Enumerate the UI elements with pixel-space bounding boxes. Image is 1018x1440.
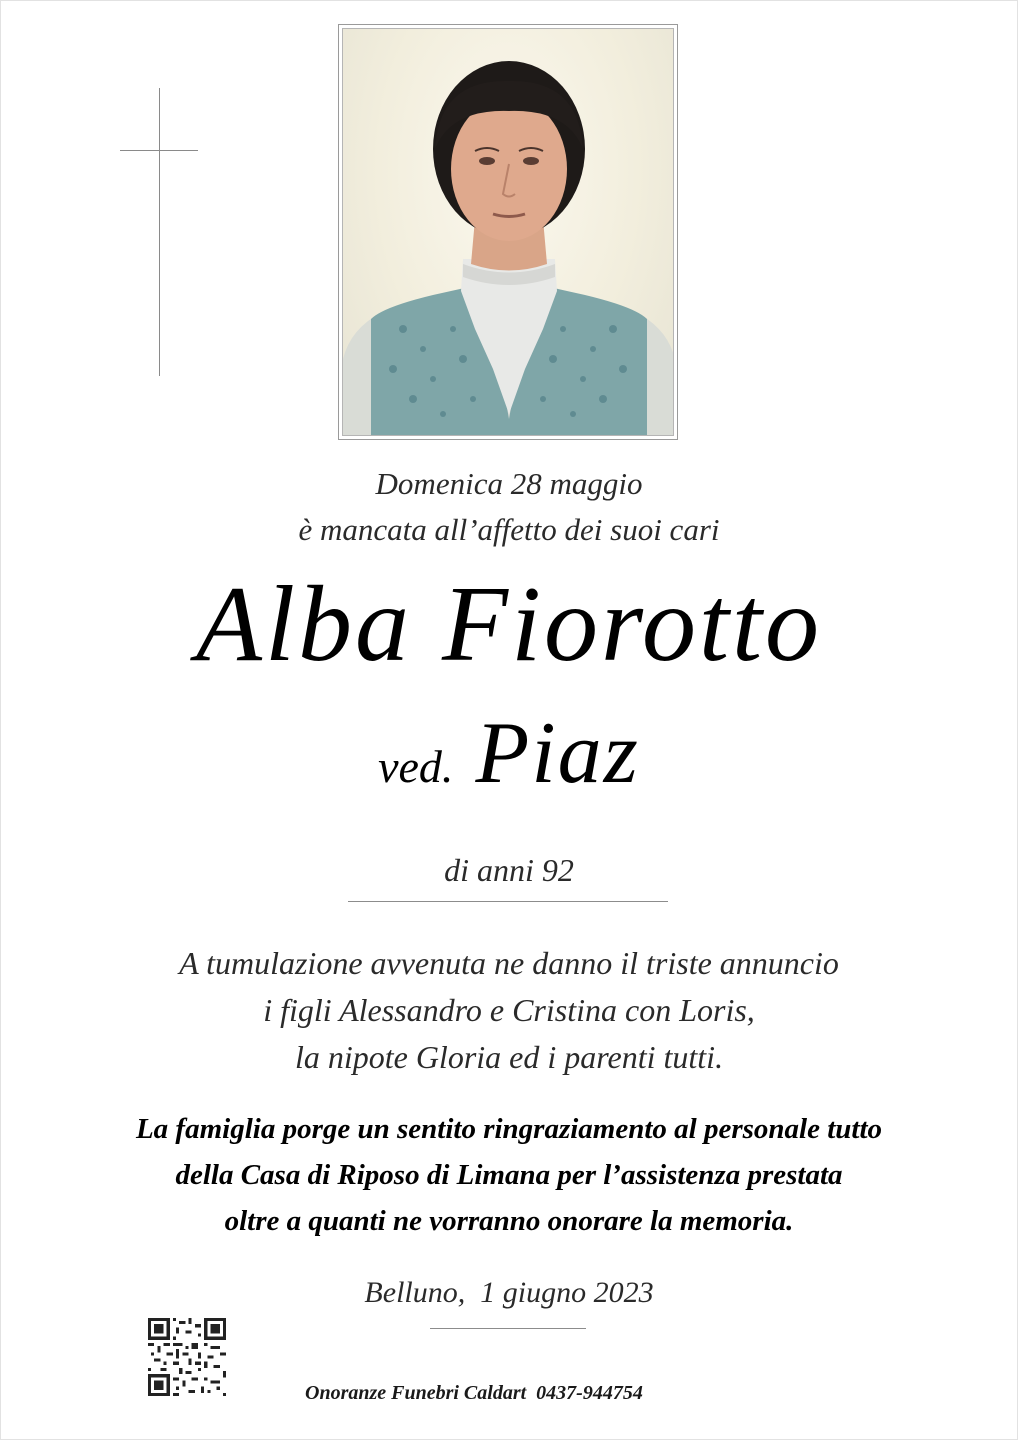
cross-icon <box>120 88 200 378</box>
portrait-photo-frame <box>338 24 678 440</box>
announcement-block <box>0 940 1018 1081</box>
married-name-line <box>0 706 1018 803</box>
portrait-photo <box>342 28 674 436</box>
married-surname: Piaz <box>475 705 640 802</box>
announcement-line: la nipote Gloria ed i parenti tutti. <box>294 1039 724 1075</box>
widow-prefix: ved. <box>378 741 454 792</box>
announcement-line: i figli Alessandro e Cristina con Loris, <box>263 992 755 1028</box>
deceased-name: Alba Fiorotto <box>196 565 822 684</box>
death-date-line: Domenica 28 maggio <box>375 466 643 501</box>
thanks-line: oltre a quanti ne vorranno onorare la memoria. <box>224 1205 794 1237</box>
thanks-block <box>0 1106 1018 1244</box>
funeral-home-footer: Onoranze Funebri Caldart 0437-944754 <box>305 1382 643 1404</box>
divider-date <box>430 1328 586 1329</box>
thanks-line: La famiglia porge un sentito ringraziamento al personale tutto <box>135 1113 883 1145</box>
divider-age <box>348 901 668 902</box>
thanks-line: della Casa di Riposo di Limana per l’assistenza prestata <box>175 1159 843 1191</box>
place-date: Belluno, 1 giugno 2023 <box>364 1276 654 1309</box>
announcement-line: A tumulazione avvenuta ne danno il triste annuncio <box>179 945 839 981</box>
age-line: di anni 92 <box>444 852 574 888</box>
qr-code-icon[interactable] <box>148 1318 226 1396</box>
passing-line: è mancata all’affetto dei suoi cari <box>298 512 720 547</box>
